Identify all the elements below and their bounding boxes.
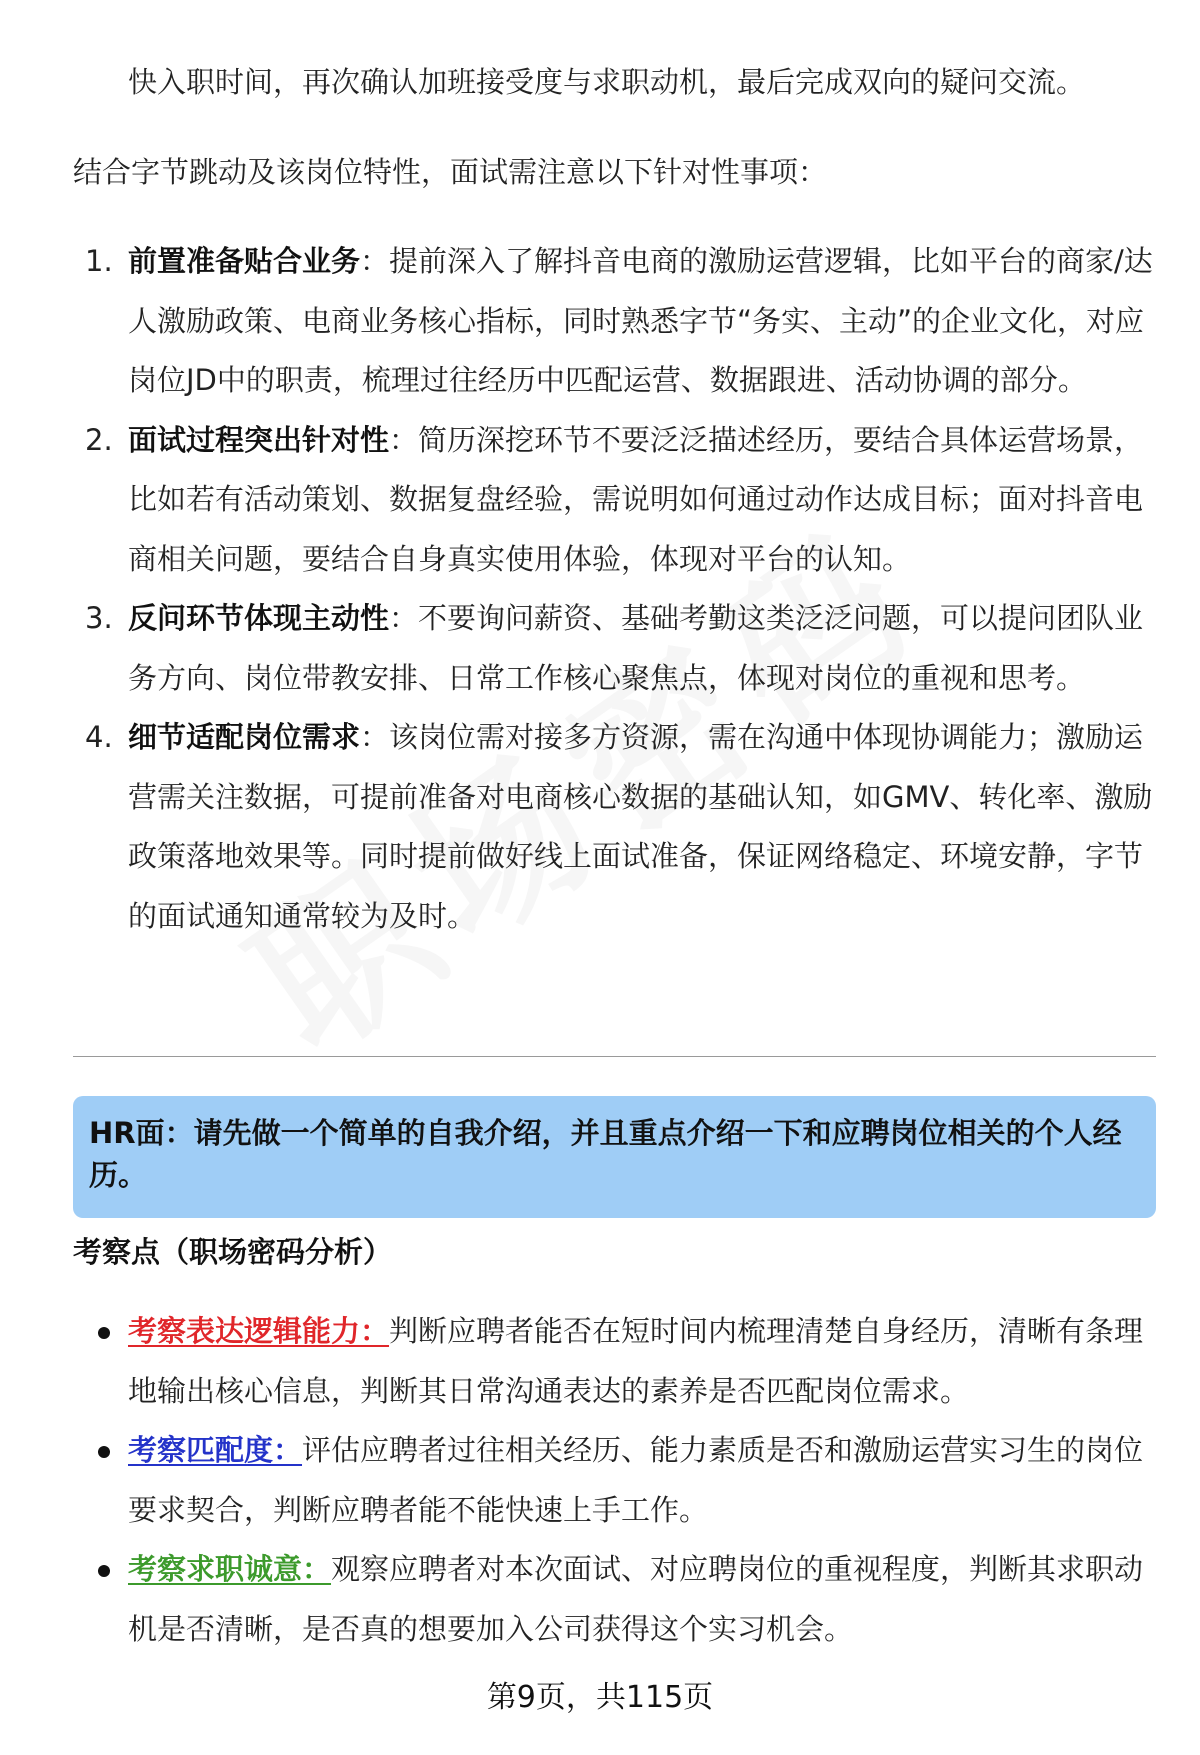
intro-continuation: 快入职时间，再次确认加班接受度与求职动机，最后完成双向的疑问交流。 bbox=[128, 65, 1086, 99]
intro-lead: 结合字节跳动及该岗位特性，面试需注意以下针对性事项： bbox=[73, 155, 828, 189]
item-title: 反问环节体现主动性 bbox=[128, 601, 390, 635]
item-number: 4. bbox=[85, 720, 113, 754]
bullet-icon bbox=[98, 1446, 110, 1458]
question-text: HR面：请先做一个简单的自我介绍，并且重点介绍一下和应聘岗位相关的个人经历。 bbox=[89, 1116, 1122, 1192]
point-label: 考察匹配度： bbox=[128, 1433, 303, 1467]
point-text: 评估应聘者过往相关经历、能力素质是否和激励运营实习生的岗位要求契合，判断应聘者能不能快速上手工作。 bbox=[128, 1433, 1144, 1527]
point-label: 考察表达逻辑能力： bbox=[128, 1314, 390, 1348]
list-item bbox=[73, 708, 1153, 946]
bullet-icon bbox=[98, 1327, 110, 1339]
bullet-icon bbox=[98, 1565, 110, 1577]
point-text: 判断应聘者能否在短时间内梳理清楚自身经历，清晰有条理地输出核心信息，判断其日常沟通表达的素养是否匹配岗位需求。 bbox=[128, 1314, 1144, 1408]
list-item bbox=[73, 589, 1153, 708]
item-title: 前置准备贴合业务 bbox=[128, 244, 361, 278]
item-title: 面试过程突出针对性 bbox=[128, 422, 390, 457]
point-label: 考察求职诚意： bbox=[128, 1552, 332, 1586]
item-text: ：提前深入了解抖音电商的激励运营逻辑，比如平台的商家/达人激励政策、电商业务核心指标，同时熟悉字节“务实、主动”的企业文化，对应岗位JD中的职责，梳理过往经历中匹配运营、数据跟进、活动协调的部分。 bbox=[128, 244, 1153, 397]
point-text: 观察应聘者对本次面试、对应聘岗位的重视程度，判断其求职动机是否清晰，是否真的想要加入公司获得这个实习机会。 bbox=[128, 1552, 1144, 1646]
item-number: 3. bbox=[85, 601, 113, 635]
item-number: 2. bbox=[85, 422, 113, 457]
list-item bbox=[73, 1421, 1153, 1540]
list-item bbox=[73, 232, 1153, 411]
page-number: 第9页，共115页 bbox=[486, 1680, 714, 1715]
item-text: ：该岗位需对接多方资源，需在沟通中体现协调能力；激励运营需关注数据，可提前准备对电商核心数据的基础认知，如GMV、转化率、激励政策落地效果等。同时提前做好线上面试准备，保证网络稳定、环境安静，字节的面试通知通常较为及时。 bbox=[128, 720, 1153, 933]
evaluation-points-list bbox=[73, 1302, 1153, 1659]
item-text: ：不要询问薪资、基础考勤这类泛泛问题，可以提问团队业务方向、岗位带教安排、日常工作核心聚焦点，体现对岗位的重视和思考。 bbox=[128, 601, 1144, 695]
item-title: 细节适配岗位需求 bbox=[128, 720, 361, 754]
list-item bbox=[73, 411, 1153, 590]
list-item bbox=[73, 1302, 1153, 1421]
question-box bbox=[73, 1096, 1156, 1218]
list-item bbox=[73, 1540, 1153, 1659]
section-divider bbox=[73, 1056, 1156, 1057]
item-text: ：简历深挖环节不要泛泛描述经历，要结合具体运营场景，比如若有活动策划、数据复盘经验，需说明如何通过动作达成目标；面对抖音电商相关问题，要结合自身真实使用体验，体现对平台的认知。 bbox=[128, 422, 1144, 576]
tips-list bbox=[73, 232, 1153, 946]
section-title: 考察点（职场密码分析） bbox=[73, 1235, 393, 1269]
item-number: 1. bbox=[85, 244, 113, 278]
